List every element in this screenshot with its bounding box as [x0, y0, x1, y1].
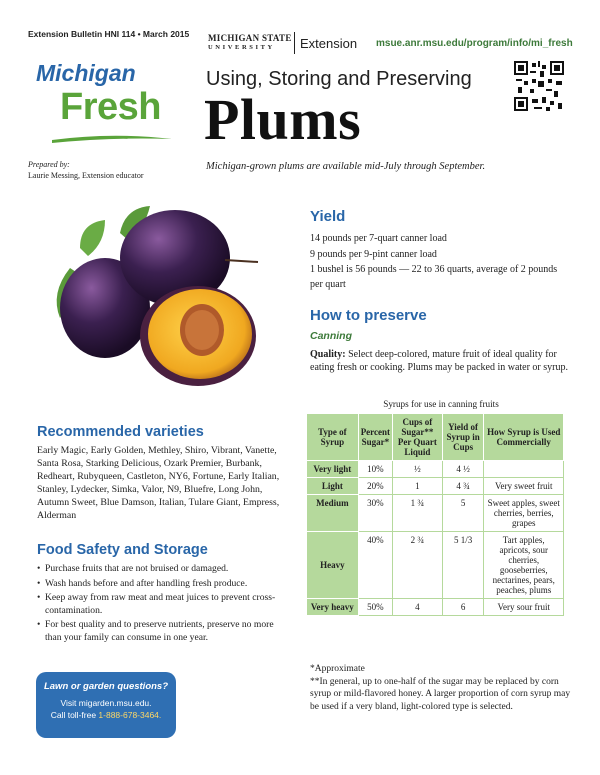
table-cell: 6 [442, 599, 484, 616]
phone-link[interactable]: 1-888-678-3464. [98, 710, 162, 720]
table-cell: 1 [393, 478, 443, 495]
table-cell: 50% [358, 599, 392, 616]
author-name: Laurie Messing, Extension educator [28, 171, 144, 180]
lawn-garden-callout [36, 672, 176, 738]
safety-heading: Food Safety and Storage [37, 542, 208, 558]
table-row [307, 599, 564, 616]
extension-label: Extension [300, 36, 358, 51]
table-cell: Very sour fruit [484, 599, 564, 616]
logo-fresh: Fresh [60, 86, 161, 128]
table-cell: 2 ¾ [393, 532, 443, 599]
msu-sub: UNIVERSITY [208, 44, 275, 51]
yield-item: 14 pounds per 7-quart canner load [310, 233, 447, 244]
yield-item: 9 pounds per 9-pint canner load [310, 248, 437, 260]
table-cell: 40% [358, 532, 392, 599]
table-cell: 5 [442, 495, 484, 532]
table-cell: ½ [393, 461, 443, 478]
plums-photo [40, 198, 280, 393]
msu-logo [208, 34, 292, 52]
yield-heading: Yield [310, 208, 346, 225]
page-subtitle: Using, Storing and Preserving [206, 68, 472, 90]
leaf-icon [80, 220, 105, 256]
canning-subheading: Canning [310, 330, 352, 342]
table-cell: 30% [358, 495, 392, 532]
preserve-heading: How to preserve [310, 307, 427, 324]
yield-list [310, 232, 570, 293]
approx-note: *Approximate [310, 664, 365, 674]
table-cell: Light [307, 478, 359, 495]
table-cell: Medium [307, 495, 359, 532]
table-cell: Sweet apples, sweet cherries, berries, grapes [484, 495, 564, 532]
page-title: Plums [204, 87, 362, 152]
table-row [307, 461, 564, 478]
table-notes [310, 663, 572, 713]
table-cell: 5 1/3 [442, 532, 484, 599]
quality-paragraph [310, 348, 572, 374]
table-cell: Heavy [307, 532, 359, 599]
table-cell: Very heavy [307, 599, 359, 616]
logo-divider [294, 32, 295, 54]
quality-text: Select deep-colored, mature fruit of ideal quality for eating fresh or cooking. Plums may be packed in water or syrup. [310, 349, 568, 373]
table-cell: 10% [358, 461, 392, 478]
table-header: Yield of Syrup in Cups [442, 414, 484, 461]
quality-label: Quality: [310, 349, 346, 360]
table-cell: Very sweet fruit [484, 478, 564, 495]
table-cell: Very light [307, 461, 359, 478]
list-item: • Purchase fruits that are not bruised or damaged. [37, 563, 289, 576]
callout-visit-link[interactable]: Visit migarden.msu.edu. [60, 698, 152, 708]
table-cell: 4 ¾ [442, 478, 484, 495]
callout-question: Lawn or garden questions? [43, 681, 169, 692]
varieties-heading: Recommended varieties [37, 424, 204, 440]
table-header: Cups of Sugar** Per Quart Liquid [393, 414, 443, 461]
list-item: • Wash hands before and after handling fresh produce. [37, 578, 289, 591]
table-row [307, 478, 564, 495]
list-item: • Keep away from raw meat and meat juices to prevent cross-contamination. [37, 592, 289, 617]
author-credit [28, 159, 144, 181]
table-cell: 4 [393, 599, 443, 616]
table-row [307, 532, 564, 599]
author-label: Prepared by: [28, 160, 70, 169]
program-url[interactable]: msue.anr.msu.edu/program/info/mi_fresh [376, 38, 573, 49]
bulletin-label: Extension Bulletin HNI 114 • March 2015 [28, 29, 190, 39]
safety-list [37, 563, 289, 646]
michigan-fresh-logo [36, 60, 176, 150]
table-row [307, 495, 564, 532]
table-header: How Syrup is Used Commercially [484, 414, 564, 461]
availability-note: Michigan-grown plums are available mid-July through September. [206, 161, 486, 172]
callout-call-label: Call toll-free [50, 710, 99, 720]
varieties-list: Early Magic, Early Golden, Methley, Shiro, Vibrant, Vanette, Santa Rosa, Starking Delicious, Ozark Premier, Burbank, Redheart, Rubyqueen, Castleton, NY6, Fortune, Early Italian, Stanley, Lydecker, Simka, Valor, N9, Bluefre, Long John, Autumn Sweet, Blue Damson, Italian, Tulare Giant, Empress, Alderman [37, 445, 280, 521]
sugar-note: **In general, up to one-half of the sugar may be replaced by corn syrup or mild-flavored honey. A larger proportion of corn syrup may be used if a very bland, light-colored type is selected. [310, 676, 571, 712]
table-header: Type of Syrup [307, 414, 359, 461]
logo-michigan: Michigan [36, 60, 136, 86]
table-header: Percent Sugar* [358, 414, 392, 461]
list-item: • For best quality and to preserve nutrients, preserve no more than your family can consume in one year. [37, 619, 289, 644]
table-cell: 1 ¾ [393, 495, 443, 532]
msu-name: MICHIGAN STATE [208, 33, 292, 43]
qr-code-icon[interactable] [514, 61, 564, 111]
syrup-table [306, 413, 564, 616]
yield-item: 1 bushel is 56 pounds — 22 to 36 quarts, average of 2 pounds per quart [310, 264, 558, 290]
table-header-row [307, 414, 564, 461]
logo-swoosh-icon [52, 134, 172, 144]
table-cell: Tart apples, apricots, sour cherries, gooseberries, nectarines, pears, peaches, plums [484, 532, 564, 599]
table-cell [484, 461, 564, 478]
table-cell: 20% [358, 478, 392, 495]
table-caption: Syrups for use in canning fruits [383, 399, 499, 409]
table-cell: 4 ½ [442, 461, 484, 478]
callout-phone [36, 710, 176, 720]
